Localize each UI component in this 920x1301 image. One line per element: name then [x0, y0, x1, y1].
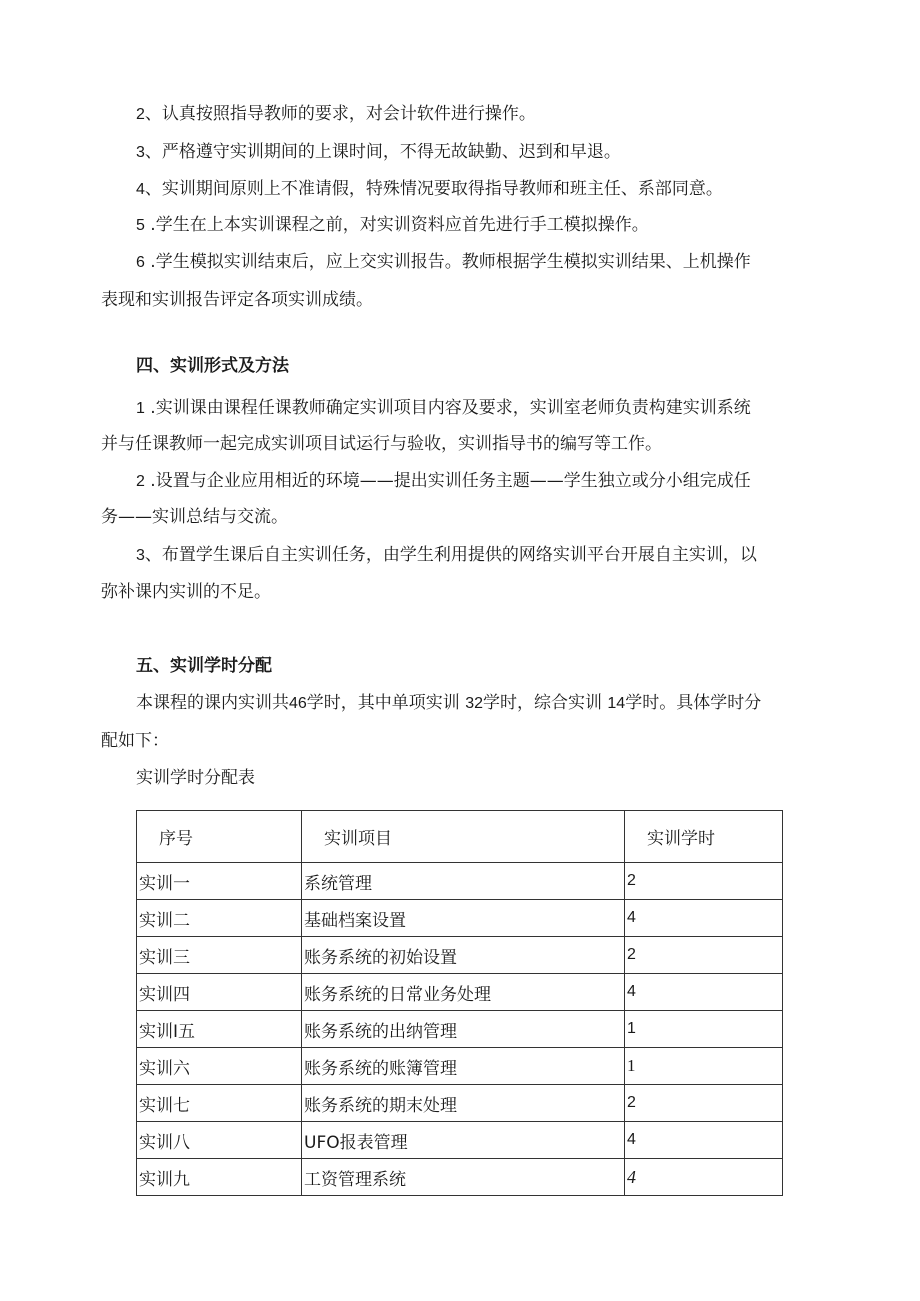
row-index: 实训三: [137, 937, 302, 974]
row-hours: 4: [625, 974, 783, 1011]
row-index: 实训九: [137, 1159, 302, 1196]
table-header-row: [137, 811, 783, 863]
table-row: [137, 1011, 783, 1048]
row-project: UFO报表管理: [302, 1122, 625, 1159]
table-row: [137, 1159, 783, 1196]
section4-item-2-cont: 务——实训总结与交流。: [101, 507, 288, 527]
header-hours: 实训学时: [625, 811, 783, 863]
row-project: 账务系统的日常业务处理: [302, 974, 625, 1011]
row-index: 实训二: [137, 900, 302, 937]
rule-4: 4、实训期间原则上不准请假，特殊情况要取得指导教师和班主任、系部同意。: [136, 179, 723, 199]
header-index: 序号: [137, 811, 302, 863]
row-index: 实训八: [137, 1122, 302, 1159]
section4-item-2: 2 .设置与企业应用相近的环境——提出实训任务主题——学生独立或分小组完成任: [136, 471, 751, 491]
row-hours: 2: [625, 1085, 783, 1122]
row-project: 账务系统的出纳管理: [302, 1011, 625, 1048]
row-project: 工资管理系统: [302, 1159, 625, 1196]
section5-intro-cont: 配如下：: [101, 731, 169, 751]
section4-item-3: 3、布置学生课后自主实训任务，由学生利用提供的网络实训平台开展自主实训，以: [136, 545, 757, 565]
training-hours-table: [136, 810, 783, 1196]
row-hours: 2: [625, 863, 783, 900]
row-project: 系统管理: [302, 863, 625, 900]
row-index: 实训一: [137, 863, 302, 900]
rule-5: 5 .学生在上本实训课程之前，对实训资料应首先进行手工模拟操作。: [136, 215, 649, 235]
row-hours: 4: [625, 900, 783, 937]
row-project: 账务系统的期末处理: [302, 1085, 625, 1122]
section5-heading: 五、实训学时分配: [136, 656, 272, 676]
row-hours: 2: [625, 937, 783, 974]
table-row: [137, 974, 783, 1011]
rule-3: 3、严格遵守实训期间的上课时间，不得无故缺勤、迟到和早退。: [136, 142, 621, 162]
row-index: 实训四: [137, 974, 302, 1011]
table-row: [137, 863, 783, 900]
row-index: 实训六: [137, 1048, 302, 1085]
row-project: 基础档案设置: [302, 900, 625, 937]
row-project: 账务系统的初始设置: [302, 937, 625, 974]
table-caption: 实训学时分配表: [136, 768, 255, 788]
row-hours: 1: [625, 1048, 783, 1085]
table-row: [137, 1085, 783, 1122]
table-row: [137, 937, 783, 974]
section4-item-1-cont: 并与任课教师一起完成实训项目试运行与验收，实训指导书的编写等工作。: [101, 434, 662, 454]
row-hours: 4: [625, 1122, 783, 1159]
row-project: 账务系统的账簿管理: [302, 1048, 625, 1085]
header-project: 实训项目: [302, 811, 625, 863]
row-index: 实训I五: [137, 1011, 302, 1048]
rule-2: 2、认真按照指导教师的要求，对会计软件进行操作。: [136, 104, 536, 124]
section4-item-3-cont: 弥补课内实训的不足。: [101, 582, 271, 602]
section4-item-1: 1 .实训课由课程任课教师确定实训项目内容及要求，实训室老师负责构建实训系统: [136, 398, 751, 418]
table-row: [137, 900, 783, 937]
rule-6-cont: 表现和实训报告评定各项实训成绩。: [101, 290, 373, 310]
row-index: 实训七: [137, 1085, 302, 1122]
table-row: [137, 1048, 783, 1085]
row-hours: 4: [625, 1159, 783, 1196]
row-hours: 1: [625, 1011, 783, 1048]
table-row: [137, 1122, 783, 1159]
section5-intro: 本课程的课内实训共46学时，其中单项实训 32学时，综合实训 14学时。具体学时分: [136, 693, 762, 713]
section4-heading: 四、实训形式及方法: [136, 356, 289, 376]
rule-6: 6 .学生模拟实训结束后，应上交实训报告。教师根据学生模拟实训结果、上机操作: [136, 252, 751, 272]
